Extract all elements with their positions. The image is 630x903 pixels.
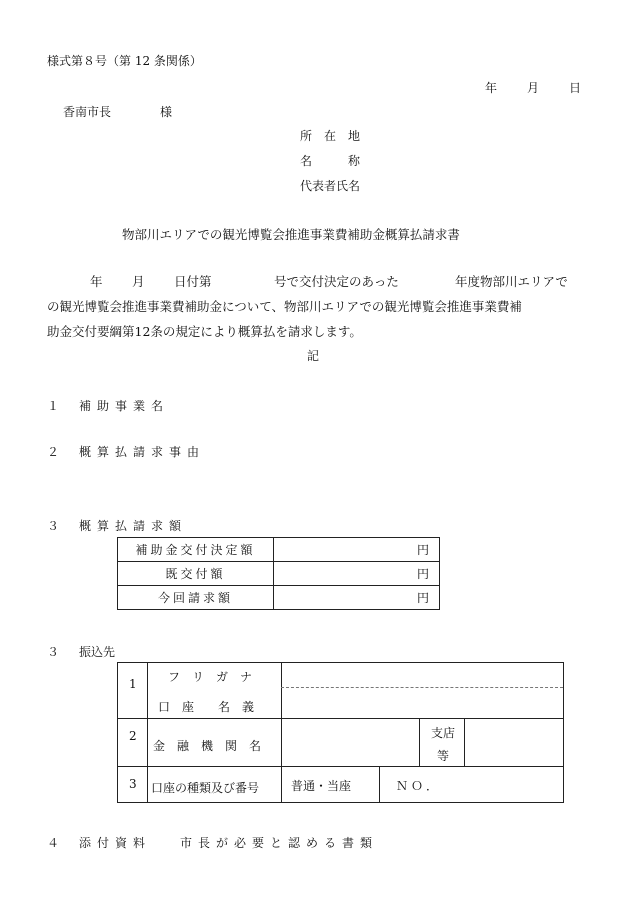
applicant-address-label: 所 在 地 bbox=[300, 129, 361, 143]
date-day: 日 bbox=[569, 81, 582, 95]
section-1-num: １ bbox=[47, 399, 60, 413]
body-line1-dayno: 日付第 bbox=[174, 274, 212, 289]
body-line1-year: 年 bbox=[90, 274, 103, 289]
section-1-label: 補助事業名 bbox=[79, 399, 170, 413]
section-2-label: 概算払請求事由 bbox=[79, 445, 206, 459]
body-line1-month: 月 bbox=[132, 274, 145, 289]
section-3b-num: ３ bbox=[47, 645, 60, 659]
account-type-value[interactable]: 普通・当座 bbox=[291, 779, 352, 793]
furigana-label: フ リ ガ ナ bbox=[168, 670, 253, 684]
form-number: 様式第８号（第 12 条関係） bbox=[47, 54, 202, 68]
addressee-name: 香南市長 bbox=[63, 105, 112, 119]
amount-label: 補助金交付決定額 bbox=[118, 538, 274, 562]
bank-table bbox=[117, 662, 564, 803]
bank-row2-num: 2 bbox=[129, 729, 137, 743]
section-4-value: 市長が必要と認める書類 bbox=[180, 836, 379, 850]
furigana-field[interactable] bbox=[283, 664, 562, 686]
addressee-honorific: 様 bbox=[160, 105, 173, 119]
bank-name-field[interactable] bbox=[283, 720, 418, 765]
amount-row bbox=[118, 562, 440, 586]
amount-label: 既交付額 bbox=[118, 562, 274, 586]
account-type-label: 口座の種類及び番号 bbox=[151, 781, 260, 795]
amount-value[interactable]: 円 bbox=[274, 586, 440, 610]
applicant-rep-label: 代表者氏名 bbox=[300, 179, 361, 193]
branch-label-bottom: 等 bbox=[437, 749, 450, 763]
date-year: 年 bbox=[485, 81, 498, 95]
account-holder-field[interactable] bbox=[283, 689, 562, 717]
amount-value[interactable]: 円 bbox=[274, 538, 440, 562]
bank-row1-num: 1 bbox=[129, 677, 137, 691]
section-3-label: 概算払請求額 bbox=[79, 519, 188, 533]
section-2-num: ２ bbox=[47, 445, 60, 459]
amount-value[interactable]: 円 bbox=[274, 562, 440, 586]
applicant-name-label: 名 称 bbox=[300, 154, 361, 168]
account-number-label: ＮＯ． bbox=[396, 779, 442, 793]
body-line3: 助金交付要綱第12条の規定により概算払を請求します。 bbox=[47, 324, 362, 339]
amount-row bbox=[118, 586, 440, 610]
account-number-field[interactable] bbox=[448, 768, 562, 801]
body-line1-go: 号で交付決定のあった bbox=[274, 274, 399, 289]
amount-table bbox=[117, 537, 440, 610]
section-4-label: 添付資料 bbox=[79, 836, 152, 850]
document-title: 物部川エリアでの観光博覧会推進事業費補助金概算払請求書 bbox=[122, 227, 460, 242]
section-3-num: ３ bbox=[47, 519, 60, 533]
branch-label-top: 支店 bbox=[431, 726, 456, 740]
branch-field[interactable] bbox=[466, 720, 562, 765]
section-4-num: ４ bbox=[47, 836, 60, 850]
amount-row bbox=[118, 538, 440, 562]
bank-row3-num: 3 bbox=[129, 777, 137, 791]
ki-mark: 記 bbox=[307, 349, 320, 363]
date-month: 月 bbox=[527, 81, 540, 95]
body-line2: の観光博覧会推進事業費補助金について、物部川エリアでの観光博覧会推進事業費補 bbox=[47, 299, 522, 314]
section-3b-label: 振込先 bbox=[79, 645, 116, 659]
account-holder-label: 口 座 名 義 bbox=[158, 700, 255, 714]
amount-label: 今回請求額 bbox=[118, 586, 274, 610]
bank-name-label: 金 融 機 関 名 bbox=[153, 739, 262, 753]
body-line1-tail: 年度物部川エリアで bbox=[455, 274, 568, 289]
